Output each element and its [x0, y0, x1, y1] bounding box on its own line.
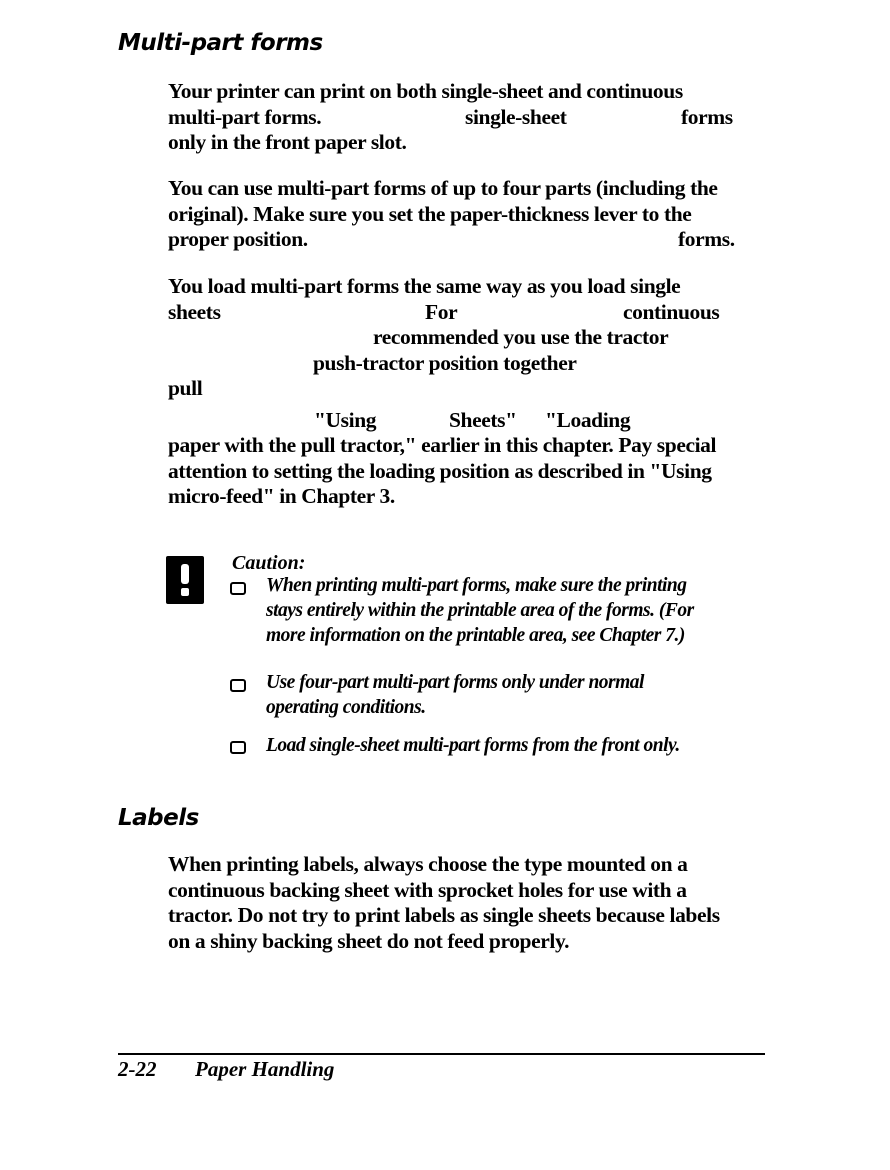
text-line: You can use multi-part forms of up to four parts (including the — [168, 176, 718, 200]
paragraph-multipart-intro — [168, 79, 768, 156]
caution-item: When printing multi-part forms, make sure the printing stays entirely within the printable area of the forms. (For more information on the printable area, see Chapter 7.) — [266, 575, 694, 646]
paragraph-labels — [168, 852, 768, 954]
paragraph-multipart-parts — [168, 176, 768, 253]
footer-divider — [118, 1053, 765, 1055]
text-line: pull — [168, 376, 203, 400]
caution-title: Caution: — [232, 552, 306, 574]
page-number: 2-22 — [118, 1057, 157, 1081]
chapter-title: Paper Handling — [195, 1057, 335, 1081]
text-line: tractor. Do not try to print labels as single sheets because labels — [168, 903, 720, 927]
text-line: recommended you use the tractor — [373, 325, 669, 349]
text-line: original). Make sure you set the paper-thickness lever to the — [168, 201, 692, 226]
text-line: paper with the pull tractor," earlier in this chapter. Pay special — [168, 433, 717, 457]
text-line: micro-feed" in Chapter 3. — [168, 484, 395, 508]
text-line: proper position. forms. — [168, 227, 735, 251]
paragraph-multipart-loading — [168, 274, 768, 510]
text-line: on a shiny backing sheet do not feed properly. — [168, 928, 570, 953]
text-line: Your printer can print on both single-sheet and continuous — [168, 79, 683, 103]
checkbox-bullet — [230, 679, 246, 692]
section-heading-multi-part-forms: Multi-part forms — [118, 30, 323, 56]
text-line: attention to setting the loading position as described in "Using — [168, 458, 712, 483]
checkbox-bullet — [230, 582, 246, 595]
text-line: When printing labels, always choose the type mounted on a — [168, 852, 688, 876]
exclamation-icon — [166, 556, 204, 604]
caution-item: Use four-part multi-part forms only under normal operating conditions. — [266, 672, 644, 718]
caution-item: Load single-sheet multi-part forms from the front only. — [266, 735, 680, 756]
checkbox-bullet — [230, 741, 246, 754]
section-heading-labels: Labels — [118, 805, 199, 831]
text-line: multi-part forms. single-sheet forms — [168, 104, 733, 129]
text-line: only in the front paper slot. — [168, 130, 407, 154]
text-line: "Using Sheets" "Loading — [314, 407, 631, 432]
text-line: push-tractor position together — [313, 350, 577, 375]
text-line: You load multi-part forms the same way as you load single — [168, 274, 681, 298]
caution-icon — [166, 556, 204, 604]
text-line: sheets For continuous — [168, 299, 720, 324]
text-line: continuous backing sheet with sprocket holes for use with a — [168, 877, 687, 902]
